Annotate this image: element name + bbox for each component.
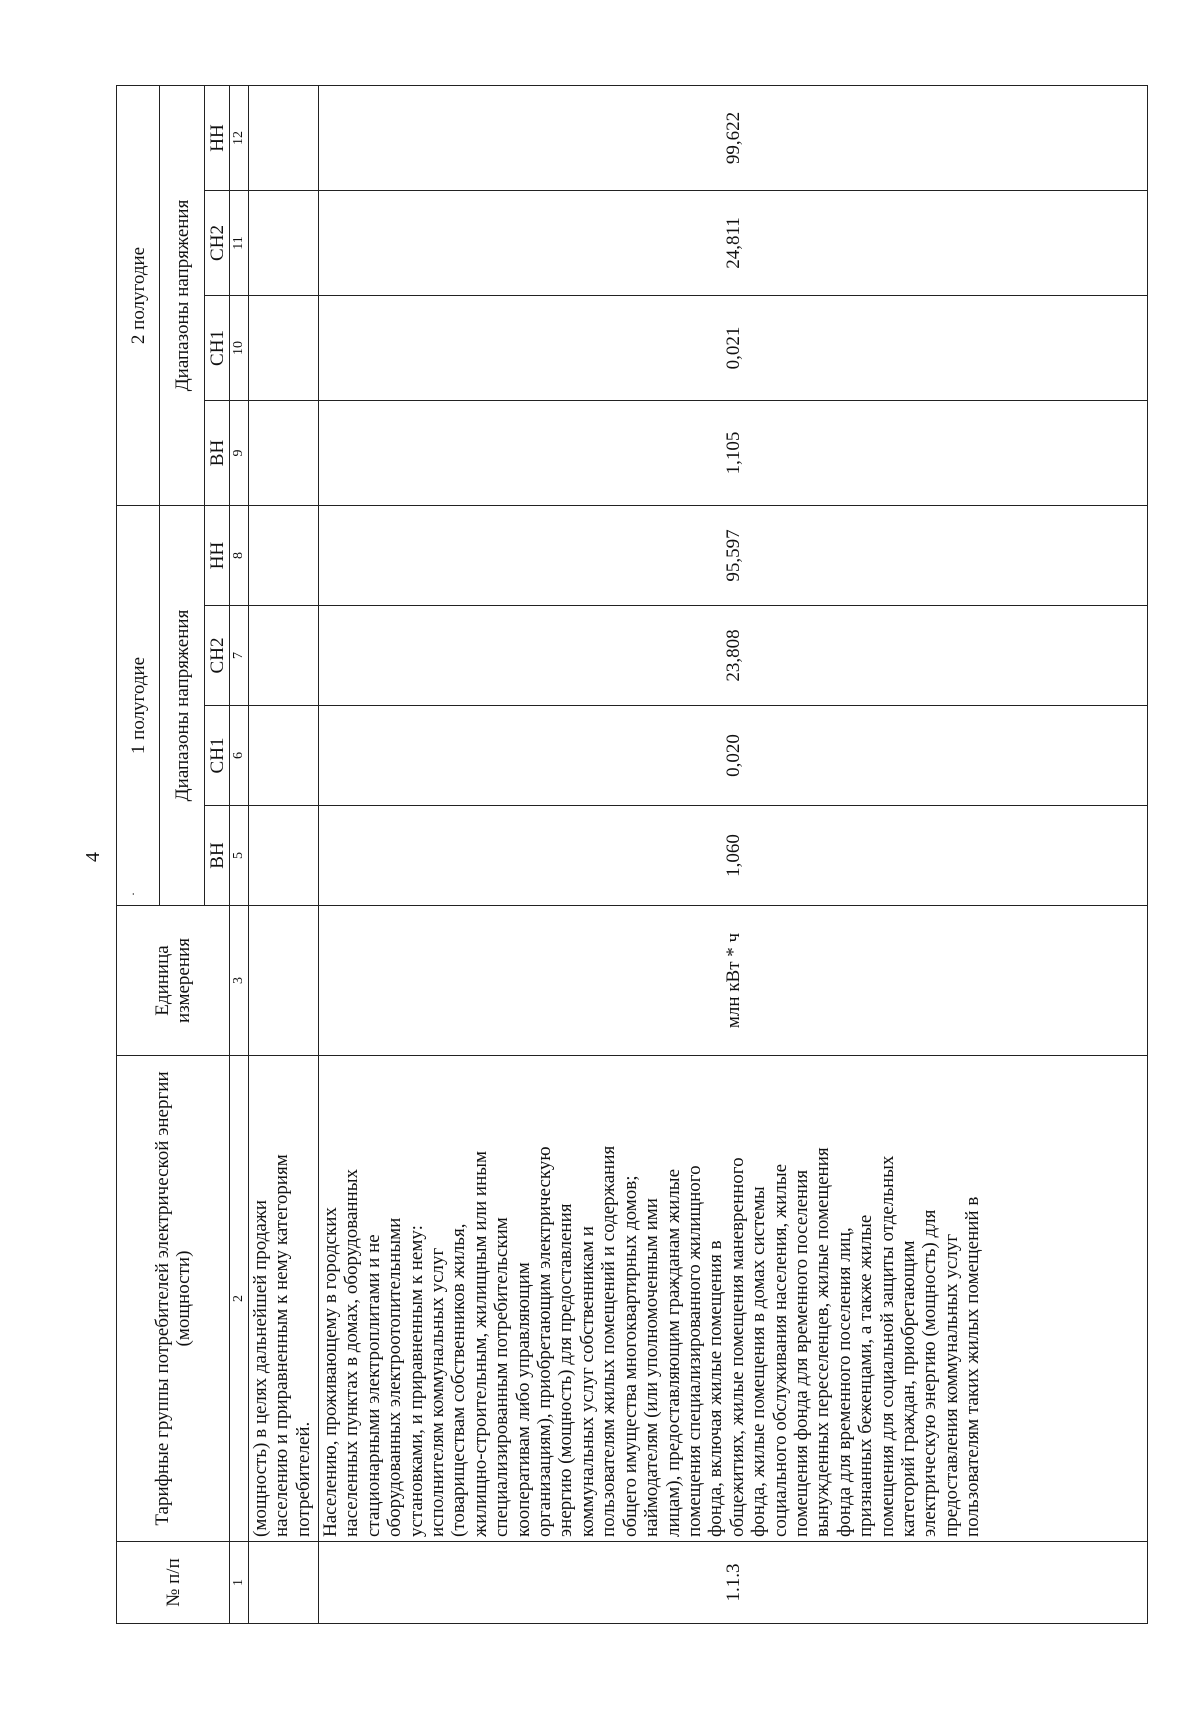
header-unit: Единица измерения — [117, 906, 230, 1056]
description-line: Населению, проживающему в городских — [320, 1207, 341, 1537]
description-line: признанных беженцами, а также жилые — [855, 1214, 877, 1537]
description-line: исполнителям коммунальных услуг — [427, 1247, 449, 1537]
description-line: коммунальных услуг собственникам и — [576, 1226, 598, 1537]
description-line: помещения фонда для временного поселения — [790, 1169, 812, 1537]
header-ranges-1: Диапазоны напряжения — [160, 505, 205, 905]
value-sn2-half-1: 23,808 — [319, 606, 1148, 706]
description-line: вынужденных переселенцев, жилые помещения — [812, 1147, 834, 1537]
continuation-description — [249, 1056, 319, 1542]
description-line: помещения для социальной защиты отдельных — [876, 1155, 898, 1537]
description-line: предоставления коммунальных услуг — [940, 1233, 962, 1537]
header-sn1-2: СН1 — [205, 295, 230, 400]
description-line: лицам), предоставляющим гражданам жилые — [662, 1168, 684, 1537]
page-number: 4 — [82, 852, 104, 862]
description-line: категорий граждан, приобретающим — [897, 1240, 919, 1537]
header-num: № п/п — [117, 1542, 230, 1624]
scan-dot: · — [126, 892, 140, 896]
description-line: наймодателям (или уполномоченным ими — [641, 1198, 663, 1537]
col-number: 9 — [230, 400, 249, 505]
value-vn-half-1: 1,060 — [319, 806, 1148, 906]
col-number: 7 — [230, 606, 249, 706]
value-sn2-half-2: 24,811 — [319, 190, 1148, 295]
header-nn-1: НН — [205, 505, 230, 605]
col-number: 2 — [230, 1056, 249, 1542]
description-line: жилищно-строительным, жилищным или иным — [469, 1150, 491, 1537]
header-half-2: 2 полугодие — [117, 85, 160, 505]
description-line: специализированным потребительским — [491, 1217, 513, 1537]
header-group: Тарифные группы потребителей электрической энергии (мощности) — [117, 1056, 230, 1542]
continuation-unit — [249, 906, 319, 1056]
value-vn-half-2: 1,105 — [319, 400, 1148, 505]
header-nn-2: НН — [205, 85, 230, 190]
row-number: 1.1.3 — [319, 1542, 1148, 1624]
continuation-num — [249, 1542, 319, 1624]
description-line: (мощность) в целях дальнейшей продажи — [250, 1199, 271, 1537]
header-row-1 — [117, 85, 160, 1623]
header-vn-1: ВН — [205, 806, 230, 906]
description-line: населению и приравненным к нему категориям — [271, 1154, 293, 1537]
col-number: 10 — [230, 295, 249, 400]
description-line: электрическую энергию (мощность) для — [919, 1209, 941, 1537]
value-sn1-half-1: 0,020 — [319, 706, 1148, 806]
value-sn1-half-2: 0,021 — [319, 295, 1148, 400]
description-line: (товариществам собственников жилья, — [448, 1223, 470, 1537]
col-number: 5 — [230, 806, 249, 906]
tariff-table — [116, 85, 1148, 1624]
col-number: 3 — [230, 906, 249, 1056]
description-line: установками, и приравненным к нему: — [405, 1225, 427, 1537]
header-ranges-2: Диапазоны напряжения — [160, 85, 205, 505]
description-line: населенных пунктах в домах, оборудованных — [341, 1169, 363, 1537]
col-number: 11 — [230, 190, 249, 295]
description-line: пользователям таких жилых помещений в — [962, 1196, 984, 1537]
column-number-row — [230, 85, 249, 1623]
col-number: 12 — [230, 85, 249, 190]
description-line: фонда, жилые помещения в домах системы — [748, 1186, 770, 1537]
header-sn2-2: СН2 — [205, 190, 230, 295]
description-line: кооперативам либо управляющим — [512, 1262, 534, 1537]
description-line: энергию (мощность) для предоставления — [555, 1203, 577, 1537]
header-sn1-1: СН1 — [205, 706, 230, 806]
value-nn-half-2: 99,622 — [319, 85, 1148, 190]
description-line: общего имущества многоквартирных домов; — [619, 1175, 641, 1537]
col-number: 8 — [230, 505, 249, 605]
description-line: социального обслуживания населения, жилые — [769, 1163, 791, 1537]
col-number: 1 — [230, 1542, 249, 1624]
description-line: потребителей. — [292, 1421, 314, 1537]
description-line: фонда для временного поселения лиц, — [833, 1227, 855, 1537]
header-half-1: 1 полугодие — [117, 505, 160, 905]
col-number: 6 — [230, 706, 249, 806]
description-line: пользователям жилых помещений и содержания — [598, 1145, 620, 1537]
description-line: помещения специализированного жилищного — [683, 1165, 705, 1537]
description-line: организациям), приобретающим электрическую — [534, 1146, 556, 1537]
description-line: оборудованных электроотопительными — [384, 1217, 406, 1537]
description-line: фонда, включая жилые помещения в — [705, 1240, 727, 1537]
row-unit: млн кВт * ч — [319, 906, 1148, 1056]
description-line: общежитиях, жилые помещения маневренного — [726, 1157, 748, 1537]
header-sn2-1: СН2 — [205, 606, 230, 706]
description-line: стационарными электроплитами и не — [362, 1234, 384, 1537]
row-description — [319, 1056, 1148, 1542]
continuation-row — [249, 85, 319, 1623]
header-vn-2: ВН — [205, 400, 230, 505]
table-row-1-1-3 — [319, 85, 1148, 1623]
value-nn-half-1: 95,597 — [319, 505, 1148, 605]
